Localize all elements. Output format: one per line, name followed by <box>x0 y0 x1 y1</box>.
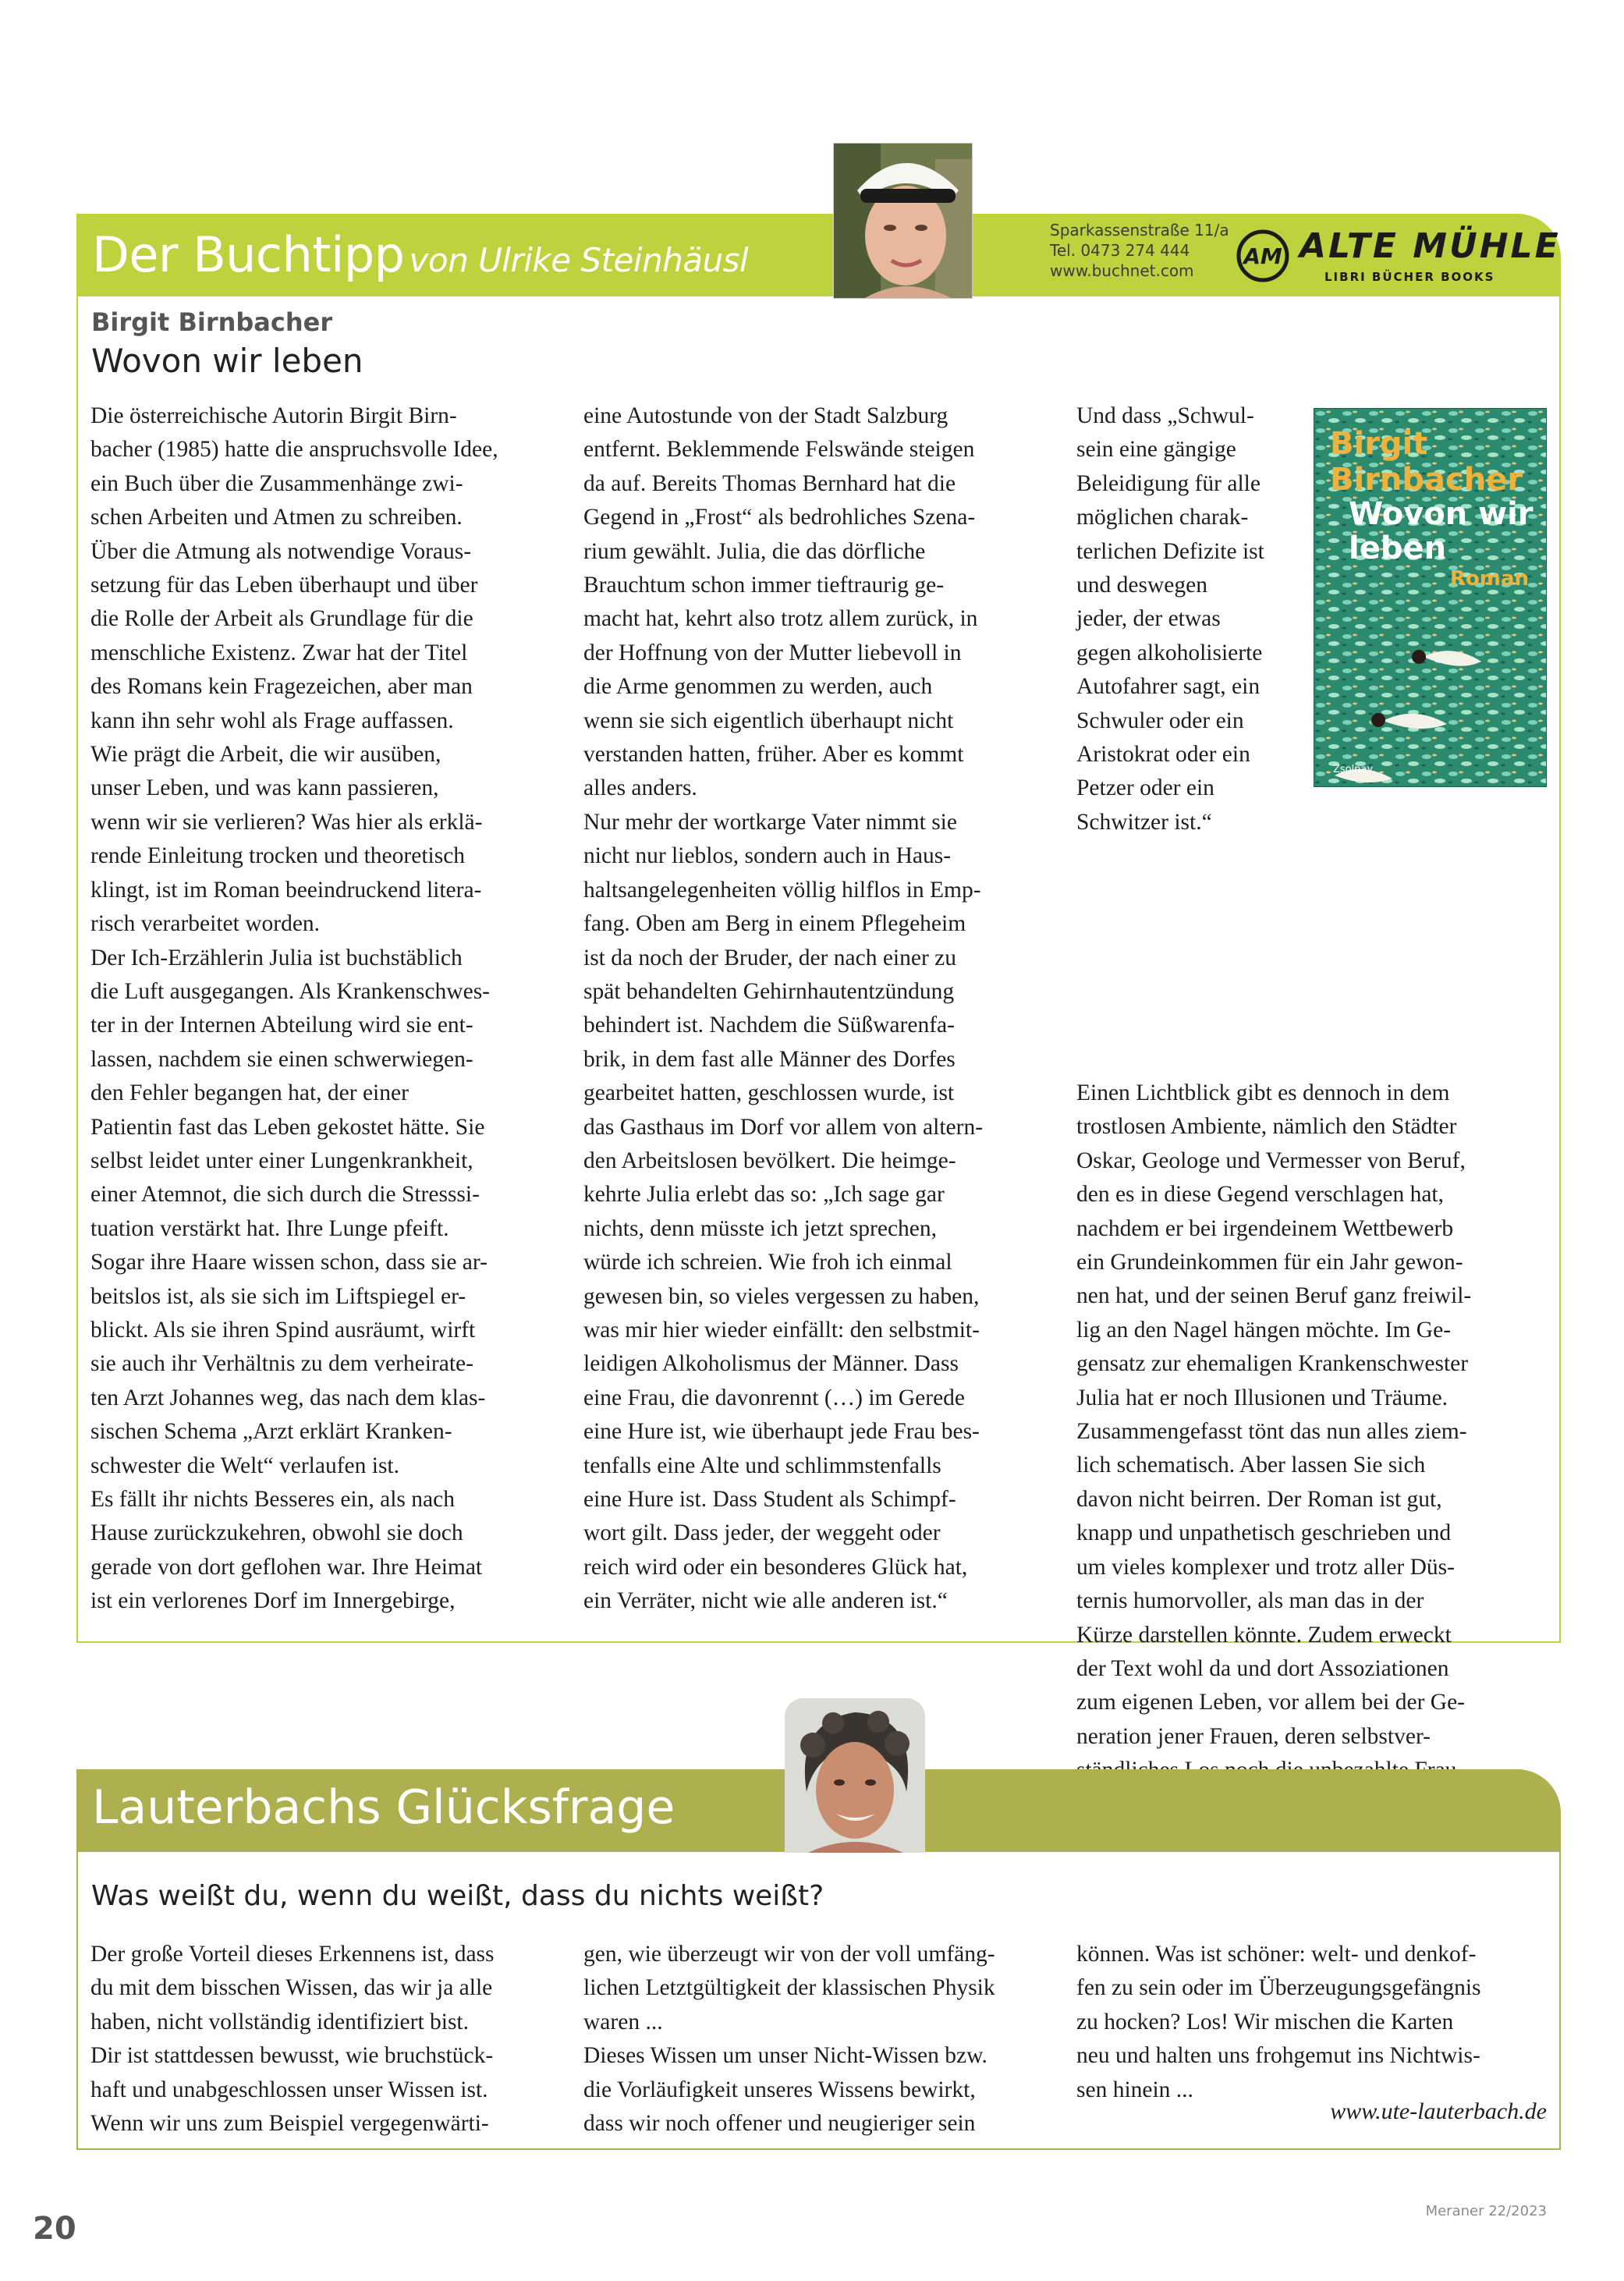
review-col2-line: der Hoffnung von der Mutter liebevoll in <box>583 640 962 665</box>
gluecksfrage-col3-line: fen zu sein oder im Überzeugungsgefängnis <box>1076 1975 1481 2001</box>
cover-publisher: Zsolnay <box>1333 764 1374 775</box>
gluecksfrage-title: Lauterbachs Glücksfrage <box>92 1780 675 1835</box>
gluecksfrage-col1-line: Dir ist stattdessen bewusst, wie bruchstück- <box>90 2043 494 2069</box>
review-col3-top-line: möglichen charak- <box>1076 505 1249 530</box>
review-col3-bottom-line: Oskar, Geologe und Vermesser von Beruf, <box>1076 1148 1466 1173</box>
review-col3-bottom-line: zum eigenen Leben, vor allem bei der Ge- <box>1076 1690 1465 1715</box>
review-col1-line: unser Leben, und was kann passieren, <box>90 775 439 801</box>
review-col1-line: die Luft ausgegangen. Als Krankenschwes- <box>90 978 491 1004</box>
review-col2-line: tenfalls eine Alte und schlimmstenfalls <box>583 1453 941 1478</box>
review-col2-line: rium gewählt. Julia, die das dörfliche <box>583 538 926 564</box>
review-col2-line: reich wird oder ein besonderes Glück hat, <box>583 1554 968 1580</box>
review-col3-bottom-line: Kürze darstellen könnte. Zudem erweckt <box>1076 1622 1452 1648</box>
review-col2-line: die Arme genommen zu werden, auch <box>583 674 933 700</box>
review-col3-bottom-line: trostlosen Ambiente, nämlich den Städter <box>1076 1114 1457 1140</box>
reviewer-portrait-image <box>834 144 972 298</box>
gluecksfrage-col2-line: dass wir noch offener und neugieriger sein <box>583 2111 976 2137</box>
review-col3-bottom-line: Julia hat er noch Illusionen und Träume. <box>1076 1385 1448 1410</box>
sponsor-phone: Tel. 0473 274 444 <box>1050 241 1190 260</box>
sponsor-website[interactable]: www.buchnet.com <box>1050 261 1194 280</box>
issue-label: Meraner 22/2023 <box>1425 2203 1547 2219</box>
gluecksfrage-question: Was weißt du, wenn du weißt, dass du nichts weißt? <box>91 1880 824 1912</box>
sponsor-address <box>1050 220 1229 281</box>
review-col1-line: menschliche Existenz. Zwar hat der Titel <box>90 640 468 665</box>
review-col1-line: Hause zurückzukehren, obwohl sie doch <box>90 1520 463 1546</box>
gluecksfrage-col2-line: lichen Letztgültigkeit der klassischen Physik <box>583 1975 995 2001</box>
review-col1-line: tuation verstärkt hat. Ihre Lunge pfeift. <box>90 1215 449 1241</box>
review-col2-line: eine Hure ist. Dass Student als Schimpf- <box>583 1487 956 1512</box>
alte-muehle-logo-icon <box>1236 229 1290 283</box>
gluecksfrage-column-1 <box>90 1938 558 2141</box>
review-col1-line: lassen, nachdem sie einen schwerwiegen- <box>90 1046 473 1072</box>
review-col1-line: ten Arzt Johannes weg, das nach dem klas- <box>90 1385 486 1410</box>
review-col1-line: kann ihn sehr wohl als Frage auffassen. <box>90 708 454 733</box>
buchtipp-title: Der Buchtipp von Ulrike Steinhäusl <box>92 226 749 283</box>
review-col3-bottom-line: lig an den Nagel hängen möchte. Im Ge- <box>1076 1317 1452 1343</box>
review-col2-line: was mir hier wieder einfällt: den selbstmit- <box>583 1317 980 1343</box>
columnist-photo <box>785 1698 925 1853</box>
review-col1-line: die Rolle der Arbeit als Grundlage für die <box>90 606 473 632</box>
book-cover-artwork <box>1314 409 1546 786</box>
book-title: Wovon wir leben <box>91 342 363 380</box>
review-col1-line: ist ein verlorenes Dorf im Innergebirge, <box>90 1588 456 1614</box>
cover-genre: Roman <box>1450 567 1530 591</box>
review-col2-line: nichts, denn müsste ich jetzt sprechen, <box>583 1215 938 1241</box>
review-column-3-top <box>1076 399 1299 839</box>
gluecksfrage-col2-line: waren ... <box>583 2009 663 2034</box>
review-col1-line: schen Arbeiten und Atmen zu schreiben. <box>90 505 463 530</box>
gluecksfrage-col1-line: Wenn wir uns zum Beispiel vergegenwärti- <box>90 2111 489 2137</box>
review-col2-line: entfernt. Beklemmende Felswände steigen <box>583 437 975 463</box>
review-col3-top-line: gegen alkoholisierte <box>1076 640 1263 665</box>
gluecksfrage-col1-line: haft und unabgeschlossen unser Wissen ist. <box>90 2077 488 2102</box>
review-col2-line: ist da noch der Bruder, der nach einer zu <box>583 945 956 970</box>
review-col1-line: blickt. Als sie ihren Spind ausräumt, wirft <box>90 1317 476 1343</box>
review-col3-top-line: sein eine gängige <box>1076 437 1236 463</box>
review-col3-top-line: Aristokrat oder ein <box>1076 742 1250 768</box>
cover-title-line-1: Wovon wir <box>1349 496 1534 532</box>
review-col1-line: gerade von dort geflohen war. Ihre Heimat <box>90 1554 483 1580</box>
review-col2-line: ein Verräter, nicht wie alle anderen ist.“ <box>583 1588 948 1614</box>
review-col3-bottom-line: um vieles komplexer und trotz aller Düs- <box>1076 1554 1455 1580</box>
cover-title-line-2: leben <box>1349 530 1447 566</box>
review-col2-line: Brauchtum schon immer tieftraurig ge- <box>583 573 945 598</box>
review-column-1 <box>90 399 551 1619</box>
gluecksfrage-col3-line: neu und halten uns frohgemut ins Nichtwis- <box>1076 2043 1480 2069</box>
gluecksfrage-column-3 <box>1076 1938 1544 2107</box>
page-number: 20 <box>33 2211 76 2247</box>
review-col2-line: gewesen bin, so vieles vergessen zu haben, <box>583 1283 980 1309</box>
review-col3-top-line: jeder, der etwas <box>1076 606 1221 632</box>
review-col2-line: da auf. Bereits Thomas Bernhard hat die <box>583 470 956 496</box>
review-col2-line: das Gasthaus im Dorf vor allem von altern- <box>583 1114 984 1140</box>
gluecksfrage-col1-line: Der große Vorteil dieses Erkennens ist, dass <box>90 1942 495 1967</box>
review-col1-line: ein Buch über die Zusammenhänge zwi- <box>90 470 463 496</box>
review-col1-line: einer Atemnot, die sich durch die Stresssi- <box>90 1182 480 1208</box>
gluecksfrage-col2-line: Dieses Wissen um unser Nicht-Wissen bzw. <box>583 2043 988 2069</box>
review-col1-line: sie auch ihr Verhältnis zu dem verheirate- <box>90 1351 473 1377</box>
cover-author-line-2: Birnbacher <box>1330 462 1523 498</box>
gluecksfrage-website-link[interactable]: www.ute-lauterbach.de <box>1330 2098 1547 2124</box>
review-col3-bottom-line: Einen Lichtblick gibt es dennoch in dem <box>1076 1080 1450 1105</box>
review-col1-line: Wie prägt die Arbeit, die wir ausüben, <box>90 742 441 768</box>
review-col3-bottom-line: ein Grundeinkommen für ein Jahr gewon- <box>1076 1250 1463 1275</box>
review-col3-bottom-line: gensatz zur ehemaligen Krankenschwester <box>1076 1351 1469 1377</box>
review-col1-line: Über die Atmung als notwendige Voraus- <box>90 538 472 564</box>
review-col3-bottom-line: knapp und unpathetisch geschrieben und <box>1076 1520 1452 1546</box>
review-col2-line: würde ich schreien. Wie froh ich einmal <box>583 1250 952 1275</box>
review-col1-line: wenn wir sie verlieren? Was hier als erklä- <box>90 809 483 835</box>
review-col1-line: setzung für das Leben überhaupt und über <box>90 573 478 598</box>
review-col2-line: Gegend in „Frost“ als bedrohliches Szena- <box>583 505 976 530</box>
review-col3-top-line: und deswegen <box>1076 573 1207 598</box>
sponsor-street: Sparkassenstraße 11/a <box>1050 221 1229 239</box>
review-col2-line: fang. Oben am Berg in einem Pflegeheim <box>583 911 966 937</box>
sponsor-logo-subtitle: LIBRI BÜCHER BOOKS <box>1324 270 1495 284</box>
review-col2-line: alles anders. <box>583 775 697 801</box>
review-col1-line: rende Einleitung trocken und theoretisch <box>90 843 466 869</box>
cover-author-line-1: Birgit <box>1330 426 1428 462</box>
review-col3-bottom-line: nachdem er bei irgendeinem Wettbewerb <box>1076 1215 1454 1241</box>
review-col2-line: Nur mehr der wortkarge Vater nimmt sie <box>583 809 957 835</box>
review-col3-bottom-line: den es in diese Gegend verschlagen hat, <box>1076 1182 1445 1208</box>
gluecksfrage-col3-line: zu hocken? Los! Wir mischen die Karten <box>1076 2009 1454 2034</box>
review-col1-line: sischen Schema „Arzt erklärt Kranken- <box>90 1419 452 1445</box>
review-col1-line: den Fehler begangen hat, der einer <box>90 1080 409 1106</box>
review-col1-line: schwester die Welt“ verlaufen ist. <box>90 1453 400 1478</box>
reviewer-photo <box>833 143 973 299</box>
review-col1-line: Es fällt ihr nichts Besseres ein, als nach <box>90 1487 455 1512</box>
sponsor-logo-name: ALTE MÜHLE <box>1300 226 1561 266</box>
gluecksfrage-col1-line: du mit dem bisschen Wissen, das wir ja alle <box>90 1975 493 2001</box>
review-col3-bottom-line: Zusammengefasst tönt das nun alles ziem- <box>1076 1419 1467 1445</box>
review-col1-line: Sogar ihre Haare wissen schon, dass sie ar- <box>90 1250 488 1275</box>
review-col3-top-line: Schwitzer ist.“ <box>1076 809 1212 835</box>
review-col2-line: gearbeitet hatten, geschlossen wurde, ist <box>583 1080 955 1106</box>
review-col1-line: bacher (1985) hatte die anspruchsvolle Idee, <box>90 437 498 463</box>
review-col1-line: klingt, ist im Roman beeindruckend litera- <box>90 877 482 903</box>
review-col2-line: wort gilt. Dass jeder, der weggeht oder <box>583 1520 941 1546</box>
review-col3-bottom-line: der Text wohl da und dort Assoziationen <box>1076 1655 1449 1681</box>
review-col3-bottom-line: neration jener Frauen, deren selbstver- <box>1076 1723 1431 1749</box>
review-col2-line: behindert ist. Nachdem die Süßwarenfa- <box>583 1013 955 1038</box>
review-col2-line: eine Frau, die davonrennt (…) im Gerede <box>583 1385 966 1410</box>
gluecksfrage-col2-line: die Vorläufigkeit unseres Wissens bewirkt, <box>583 2077 976 2102</box>
review-col3-top-line: Beleidigung für alle <box>1076 470 1261 496</box>
review-col2-line: den Arbeitslosen bevölkert. Die heimge- <box>583 1148 956 1173</box>
buchtipp-byline: von Ulrike Steinhäusl <box>409 241 749 279</box>
review-col3-bottom-line: nen hat, und der seinen Beruf ganz freiwil- <box>1076 1283 1472 1309</box>
review-col1-line: risch verarbeitet worden. <box>90 911 321 937</box>
review-col1-line: selbst leidet unter einer Lungenkrankheit, <box>90 1148 473 1173</box>
columnist-portrait-image <box>785 1698 925 1853</box>
gluecksfrage-col1-line: haben, nicht vollständig identifiziert bist. <box>90 2009 470 2034</box>
review-col1-line: des Romans kein Fragezeichen, aber man <box>90 674 473 700</box>
review-col2-line: brik, in dem fast alle Männer des Dorfes <box>583 1046 956 1072</box>
review-col1-line: Patientin fast das Leben gekostet hätte. Sie <box>90 1114 485 1140</box>
review-col3-top-line: Petzer oder ein <box>1076 775 1214 801</box>
review-col3-bottom-line: lich schematisch. Aber lassen Sie sich <box>1076 1453 1426 1478</box>
review-col2-line: eine Hure ist, wie überhaupt jede Frau bes- <box>583 1419 980 1445</box>
review-col1-line: ter in der Internen Abteilung wird sie ent- <box>90 1013 473 1038</box>
review-col2-line: eine Autostunde von der Stadt Salzburg <box>583 403 949 428</box>
review-column-3-bottom <box>1076 1077 1544 1855</box>
review-col3-bottom-line: davon nicht beirren. Der Roman ist gut, <box>1076 1486 1442 1512</box>
book-cover <box>1314 408 1547 787</box>
review-col1-line: beitslos ist, als sie sich im Liftspiegel er- <box>90 1283 466 1309</box>
review-col2-line: spät behandelten Gehirnhautentzündung <box>583 978 955 1004</box>
gluecksfrage-column-2 <box>583 1938 1051 2141</box>
review-col2-line: leidigen Alkoholismus der Männer. Dass <box>583 1351 959 1377</box>
gluecksfrage-col3-line: können. Was ist schöner: welt- und denkof- <box>1076 1942 1477 1967</box>
review-col1-line: Der Ich-Erzählerin Julia ist buchstäblich <box>90 945 463 970</box>
review-col2-line: kehrte Julia erlebt das so: „Ich sage gar <box>583 1182 945 1208</box>
review-col3-top-line: Und dass „Schwul- <box>1076 403 1254 428</box>
review-col2-line: nicht nur lieblos, sondern auch in Haus- <box>583 843 952 869</box>
gluecksfrage-col2-line: gen, wie überzeugt wir von der voll umfäng- <box>583 1942 995 1967</box>
review-col3-top-line: Schwuler oder ein <box>1076 708 1244 733</box>
review-col2-line: verstanden hatten, früher. Aber es kommt <box>583 742 964 768</box>
book-author: Birgit Birnbacher <box>91 307 333 337</box>
review-col1-line: Die österreichische Autorin Birgit Birn- <box>90 403 457 428</box>
gluecksfrage-col3-line: sen hinein ... <box>1076 2077 1193 2102</box>
review-col3-top-line: Autofahrer sagt, ein <box>1076 674 1261 700</box>
review-col3-top-line: terlichen Defizite ist <box>1076 538 1264 564</box>
review-col2-line: macht hat, kehrt also trotz allem zurück, in <box>583 606 978 632</box>
review-col2-line: wenn sie sich eigentlich überhaupt nicht <box>583 708 954 733</box>
review-col2-line: haltsangelegenheiten völlig hilflos in Emp- <box>583 877 981 903</box>
review-col3-bottom-line: ternis humorvoller, als man das in der <box>1076 1588 1424 1614</box>
review-column-2 <box>583 399 1044 1619</box>
logo-mark-text: AM <box>1243 243 1282 269</box>
